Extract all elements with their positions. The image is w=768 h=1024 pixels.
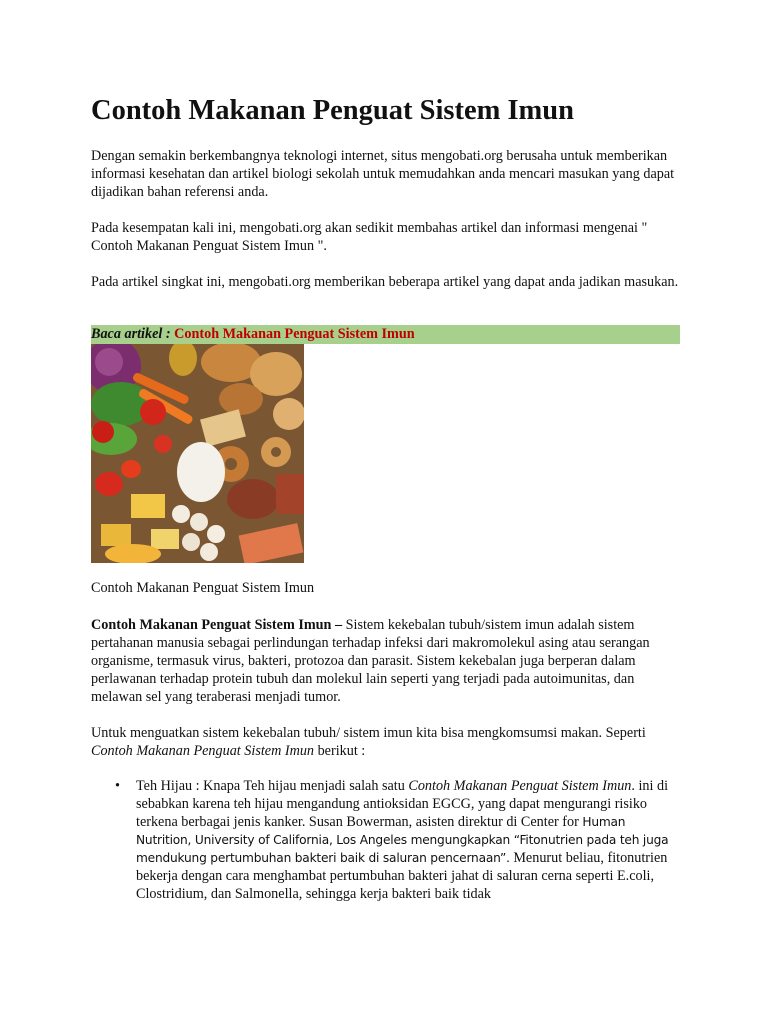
read-article-label: Baca artikel :: [91, 326, 171, 342]
image-caption: Contoh Makanan Penguat Sistem Imun: [91, 580, 315, 596]
list-item-italic: Contoh Makanan Penguat Sistem Imun: [408, 778, 632, 794]
body-paragraph-2-a: Untuk menguatkan sistem kekebalan tubuh/ sistem imun kita bisa mengkomsumsi makan. Seperti: [91, 725, 646, 741]
list-item-text-a: Teh Hijau : Knapa Teh hijau menjadi salah satu: [136, 778, 409, 794]
body-lead-bold: Contoh Makanan Penguat Sistem Imun –: [91, 617, 343, 633]
list-item: [91, 777, 681, 903]
bullet-list: [91, 777, 681, 903]
bullet-marker: •: [115, 778, 120, 794]
body-paragraph-1-text: Sistem kekebalan tubuh/sistem imun adalah sistem pertahanan manusia sebagai perlindungan terhadap infeksi dari makromolekul asing atau serangan organisme, termasuk virus, bakteri, protozoa dan parasit. Sistem kekebalan juga berperan dalam perlawanan terhadap protein tubuh dan molekul lain seperti yang terjadi pada autoimunitas, dan melawan sel yang teraberasi menjadi tumor.: [91, 617, 650, 705]
food-photo-icon: [91, 344, 304, 563]
intro-paragraph-1: Dengan semakin berkembangnya teknologi internet, situs mengobati.org berusaha untuk memberikan informasi kesehatan dan artikel biologi sekolah untuk memudahkan anda mencari masukan yang dapat dijadikan bahan referensi anda.: [91, 148, 675, 200]
list-item-quote: Human Nutrition, University of California, Los Angeles mengungkapkan “Fitonutrien pada teh juga mendukung pertumbuhan bakteri baik di saluran pencernaan”.: [136, 815, 669, 865]
body-paragraph-2-italic: Contoh Makanan Penguat Sistem Imun: [91, 743, 315, 759]
read-article-bar: [91, 325, 680, 344]
intro-paragraph-2: Pada kesempatan kali ini, mengobati.org akan sedikit membahas artikel dan informasi mengenai " Contoh Makanan Penguat Sistem Imun ".: [91, 220, 648, 254]
read-article-link[interactable]: Contoh Makanan Penguat Sistem Imun: [174, 326, 415, 342]
intro-paragraph-3: Pada artikel singkat ini, mengobati.org memberikan beberapa artikel yang dapat anda jadikan masukan.: [91, 274, 679, 290]
body-paragraph-2-b: berikut :: [314, 743, 366, 759]
page-title: Contoh Makanan Penguat Sistem Imun: [91, 95, 574, 126]
body-paragraph-2: [91, 724, 681, 760]
list-item-text-b: . ini di sebabkan karena teh hijau mengandung antioksidan EGCG, yang dapat mengurangi risiko terkena berbagai jenis kanker. Susan Bowerman, asisten direktur di Center for: [136, 778, 669, 830]
body-paragraph-1: [91, 616, 681, 706]
list-item-text-c: Menurut beliau, fitonutrien bekerja dengan cara menghambat pertumbuhan bakteri jahat di saluran cerna seperti E.coli, Clostridium, dan Salmonella, sehingga kerja bakteri baik tidak: [136, 850, 668, 902]
